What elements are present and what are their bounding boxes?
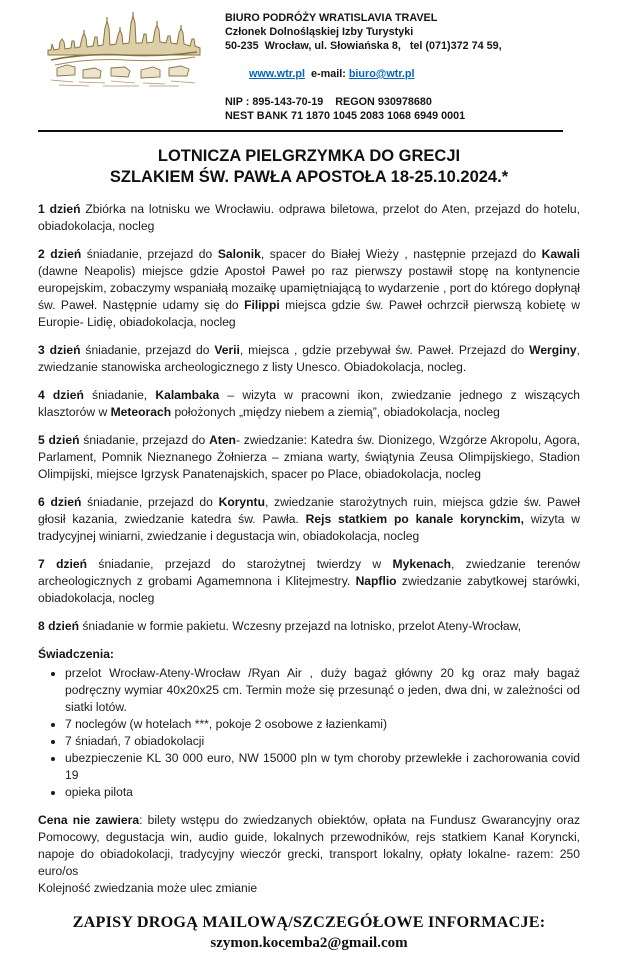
itinerary-day-4: 4 dzień śniadanie, Kalambaka – wizyta w pracowni ikon, zwiedzanie jednego z wiszących klasztorów w Meteorach położonych „między niebem a ziemią”, obiadokolacja, nocleg	[38, 388, 580, 419]
signup-footer	[38, 912, 580, 953]
service-item: • przelot Wrocław-Ateny-Wrocław /Ryan Air , duży bagaż główny 20 kg oraz mały bagaż podręczny wymiar 40x20x25 cm. Termin może się przesunąć o jeden, dwa dni, w zależności od siatki lotów.	[65, 665, 580, 716]
itinerary-day-2: 2 dzień śniadanie, przejazd do Salonik, spacer do Białej Wieży , następnie przejazd do Kawali (dawne Neapolis) miejsce gdzie Apostoł Paweł po raz pierwszy postawił stopę na kontynencie europejskim, zobaczymy wspaniałą mozaikę upamiętniającą to wydarzenie , port do którego dopłynął św. Paweł. Następnie udamy się do Filippi miejsca gdzie św. Paweł ochrzcił pierwszą kobietę w Europie- Lidię, obiadokolacja, nocleg	[38, 247, 580, 329]
itinerary-day-5: 5 dzień śniadanie, przejazd do Aten- zwiedzanie: Katedra św. Dionizego, Wzgórze Akropolu, Agora, Parlament, Pomnik Nieznanego Żołnierza – zmiana warty, świątynia Zeusa Olimpijskiego, Stadion Olimpijski, miejsce Igrzysk Panatenajskich, spacer po Place, obiadokolacja, nocleg	[38, 433, 580, 481]
company-name: BIURO PODRÓŻY WRATISLAVIA TRAVEL	[225, 12, 438, 24]
website-link[interactable]: www.wtr.pl	[249, 68, 305, 80]
itinerary-day-7: 7 dzień śniadanie, przejazd do starożytnej twierdzy w Mykenach, zwiedzanie terenów archeologicznych z grobami Agamemnona i Klitejmestry. Napflio zwiedzanie zabytkowej starówki, obiadokolacja, nocleg	[38, 557, 581, 605]
itinerary-day-1: 1 dzień Zbiórka na lotnisku we Wrocławiu. odprawa biletowa, przelot do Aten, przejazd do hotelu, obiadokolacja, nocleg	[38, 202, 580, 233]
company-membership: Członek Dolnośląskiej Izby Turystyki	[225, 26, 414, 38]
order-change-note: Kolejność zwiedzania może ulec zmianie	[38, 881, 258, 895]
company-address: 50-235 Wrocław, ul. Słowiańska 8, tel (071)372 74 59,	[225, 40, 502, 52]
document-body	[38, 201, 580, 897]
itinerary-day-8: 8 dzień śniadanie w formie pakietu. Wczesny przejazd na lotnisko, przelot Ateny-Wrocław,	[38, 619, 522, 633]
itinerary	[38, 201, 580, 635]
wroclaw-panorama-engraving-icon	[45, 8, 203, 88]
company-logo	[45, 8, 203, 88]
itinerary-day-6: 6 dzień śniadanie, przejazd do Koryntu, zwiedzanie starożytnych ruin, miejsca gdzie św. Paweł głosił kazania, zwiedzanie katedra św. Pawła. Rejs statkiem po kanale korynckim, wizyta w tradycyjnej winiarni, zwiedzanie i degustacja win, obiadokolacja, nocleg	[38, 495, 581, 543]
service-item: • opieka pilota	[65, 784, 580, 801]
company-info	[225, 8, 502, 123]
service-item: • 7 śniadań, 7 obiadokolacji	[65, 733, 580, 750]
page-title	[38, 146, 580, 188]
services-list	[38, 665, 580, 801]
company-bank-account: NEST BANK 71 1870 1045 2083 1068 6949 0001	[225, 110, 466, 122]
services-heading: Świadczenia:	[38, 647, 114, 661]
exclusions-paragraph: Cena nie zawiera: bilety wstępu do zwiedzanych obiektów, opłata na Fundusz Gwarancyjny oraz Pomocowy, degustacja win, audio guide, lokalnych przewodników, rejs statkiem Kanał Koryncki, napoje do obiadokolacji, tradycyjny wieczór grecki, transport lokalny, opłaty lokalne- razem: 250 euro/os	[38, 813, 581, 878]
letterhead	[38, 8, 580, 123]
email-link[interactable]: biuro@wtr.pl	[348, 68, 415, 80]
service-item: • 7 noclegów (w hotelach ***, pokoje 2 osobowe z łazienkami)	[65, 716, 580, 733]
email-label: e-mail:	[311, 68, 346, 80]
title-line1: LOTNICZA PIELGRZYMKA DO GRECJI	[157, 147, 461, 165]
signup-instruction: ZAPISY DROGĄ MAILOWĄ/SZCZEGÓŁOWE INFORMACJE:	[72, 913, 546, 931]
itinerary-day-3: 3 dzień śniadanie, przejazd do Verii, miejsca , gdzie przebywał św. Paweł. Przejazd do Werginy, zwiedzanie stanowiska archeologicznego z listy Unesco. Obiadokolacja, nocleg.	[38, 343, 580, 374]
title-line2: SZLAKIEM ŚW. PAWŁA APOSTOŁA 18-25.10.2024.*	[109, 168, 509, 186]
company-tax-ids: NIP : 895-143-70-19 REGON 930978680	[225, 96, 432, 108]
company-contact-line	[225, 53, 502, 95]
service-item: • ubezpieczenie KL 30 000 euro, NW 15000 pln w tym choroby przewlekłe i zachorowania covid 19	[65, 750, 580, 784]
contact-email: szymon.kocemba2@gmail.com	[210, 935, 408, 951]
header-divider	[38, 130, 563, 132]
